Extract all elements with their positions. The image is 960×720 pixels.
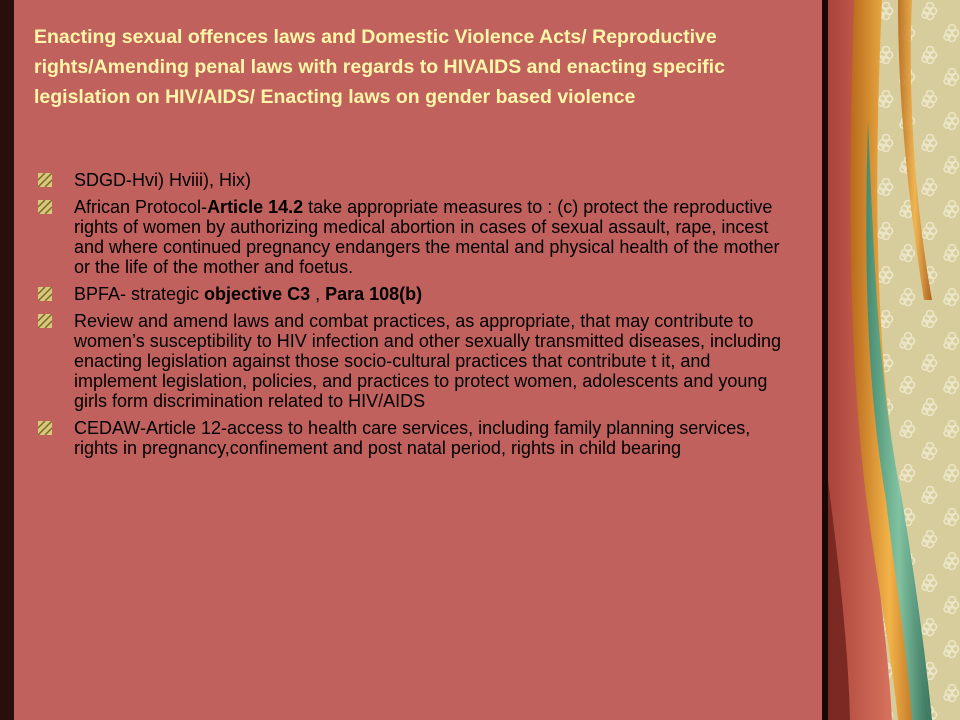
bold-reference: Para 108(b) <box>325 284 423 304</box>
bullet-text: Review and amend laws and combat practices, as appropriate, that may contribute to women’s susceptibility to HIV infection and other sexually transmitted diseases, including enacting legislation against those socio-cultural practices that contribute t it, and implement legislation, policies, and practices to protect women, adolescents and young girls form discrimination related to HIV/AIDS <box>74 311 782 411</box>
decorative-side-panel <box>828 0 960 720</box>
bullet-text: , <box>310 284 326 304</box>
bullet-item-bpfa <box>38 284 798 304</box>
slide-title: Enacting sexual offences laws and Domestic Violence Acts/ Reproductive rights/Amending penal laws with regards to HIVAIDS and enacting specific legislation on HIV/AIDS/ Enacting laws on gender based violence <box>34 26 725 108</box>
textured-square-bullet-icon <box>38 173 52 187</box>
bullet-list <box>38 170 798 465</box>
bullet-item-african-protocol <box>38 197 798 277</box>
textured-square-bullet-icon <box>38 314 52 328</box>
bullet-text: take appropriate measures to : (c) protect the reproductive rights of women by authorizing medical abortion in cases of sexual assault, rape, incest and where continued pregnancy endangers the mental and physical health of the mother or the life of the mother and foetus. <box>74 197 780 277</box>
textured-square-bullet-icon <box>38 200 52 214</box>
bullet-text: SDGD-Hvi) Hviii), Hix) <box>74 170 251 190</box>
bullet-text: African Protocol- <box>74 197 208 217</box>
bullet-item-review-amend <box>38 311 798 411</box>
textured-square-bullet-icon <box>38 287 52 301</box>
bullet-text: CEDAW-Article 12-access to health care services, including family planning services, rights in pregnancy,confinement and post natal period, rights in child bearing <box>74 418 751 458</box>
left-dark-bar <box>0 0 14 720</box>
bold-reference: objective C3 <box>204 284 311 304</box>
bullet-item-sdg <box>38 170 798 190</box>
bullet-item-cedaw <box>38 418 798 458</box>
floral-ribbon-decoration <box>828 0 960 720</box>
bold-reference: Article 14.2 <box>207 197 304 217</box>
textured-square-bullet-icon <box>38 421 52 435</box>
bullet-text: BPFA- strategic <box>74 284 205 304</box>
